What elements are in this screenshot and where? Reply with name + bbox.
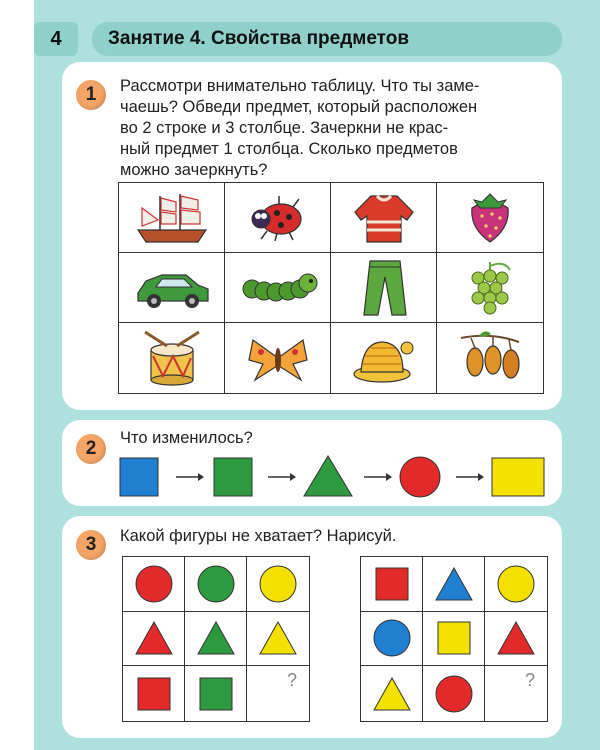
shape-cell [423, 557, 485, 612]
question-mark: ? [286, 670, 297, 691]
right-shapes-grid [360, 556, 548, 722]
task1-number: 1 [76, 80, 106, 110]
objects-table [118, 182, 544, 394]
cell-trousers[interactable] [331, 253, 437, 323]
shape-cell [123, 612, 185, 667]
shape-cell [423, 666, 485, 721]
drum-icon [137, 328, 207, 388]
arrow-icon [456, 473, 484, 481]
blue-triangle [434, 566, 474, 602]
task1-line: Рассмотри внимательно таблицу. Что ты заме- [120, 77, 480, 95]
shape-cell [123, 557, 185, 612]
green-triangle [196, 620, 236, 656]
yellow-triangle [258, 620, 298, 656]
shape-cell [185, 666, 247, 721]
cell-strawberry[interactable] [437, 183, 543, 253]
page-header [34, 22, 562, 58]
shape-cell [361, 557, 423, 612]
missing-shape-cell[interactable] [485, 666, 547, 721]
red-circle [400, 457, 440, 497]
task1-line: во 2 строке и 3 столбце. Зачеркни не крас- [120, 119, 449, 137]
task2-card [62, 420, 562, 506]
cell-ladybug[interactable] [225, 183, 331, 253]
red-circle [134, 564, 174, 604]
cell-grapes[interactable] [437, 253, 543, 323]
blue-circle [372, 618, 412, 658]
shape-cell [485, 612, 547, 667]
cell-ship[interactable] [119, 183, 225, 253]
green-triangle [304, 456, 352, 496]
green-square [198, 676, 234, 712]
task1-card [62, 62, 562, 410]
sweater-icon [349, 190, 419, 246]
yellow-circle [258, 564, 298, 604]
caterpillar-icon [238, 265, 318, 311]
left-shapes-grid [122, 556, 310, 722]
page-number: 4 [34, 22, 78, 56]
plums-icon [455, 328, 525, 388]
arrow-icon [176, 473, 204, 481]
strawberry-icon [462, 190, 518, 246]
task2-text: Что изменилось? [120, 429, 253, 447]
car-icon [132, 263, 212, 313]
shape-cell [423, 612, 485, 667]
task3-number: 3 [76, 530, 106, 560]
grapes-icon [460, 258, 520, 318]
yellow-triangle [372, 676, 412, 712]
cell-drum[interactable] [119, 323, 225, 393]
cell-caterpillar[interactable] [225, 253, 331, 323]
shape-cell [247, 557, 309, 612]
shape-cell [361, 612, 423, 667]
green-square [214, 458, 252, 496]
yellow-rectangle [492, 458, 544, 496]
cell-car[interactable] [119, 253, 225, 323]
task1-line: можно зачеркнуть? [120, 161, 268, 179]
ladybug-icon [243, 193, 313, 243]
yellow-circle [496, 564, 536, 604]
ship-icon [130, 190, 214, 246]
red-square [136, 676, 172, 712]
yellow-square [436, 620, 472, 656]
shape-cell [185, 557, 247, 612]
task2-number: 2 [76, 434, 106, 464]
question-mark: ? [524, 670, 535, 691]
cell-sweater[interactable] [331, 183, 437, 253]
cell-hat[interactable] [331, 323, 437, 393]
arrow-icon [268, 473, 296, 481]
task3-text: Какой фигуры не хватает? Нарисуй. [120, 527, 397, 545]
shape-cell [185, 612, 247, 667]
shape-cell [247, 612, 309, 667]
red-triangle [496, 620, 536, 656]
green-circle [196, 564, 236, 604]
shape-cell [485, 557, 547, 612]
hat-icon [349, 330, 419, 386]
arrow-icon [364, 473, 392, 481]
task1-text [120, 76, 550, 181]
task3-card [62, 516, 562, 738]
red-triangle [134, 620, 174, 656]
sequence-svg [118, 454, 548, 498]
shape-cell [123, 666, 185, 721]
missing-shape-cell[interactable] [247, 666, 309, 721]
shape-sequence [118, 454, 548, 498]
red-circle [434, 674, 474, 714]
trousers-icon [356, 257, 412, 319]
butterfly-icon [243, 330, 313, 386]
cell-butterfly[interactable] [225, 323, 331, 393]
task1-line: ный предмет 1 столбца. Сколько предметов [120, 140, 458, 158]
blue-square [120, 458, 158, 496]
red-square [374, 566, 410, 602]
shape-cell [361, 666, 423, 721]
task1-line: чаешь? Обведи предмет, который расположен [120, 98, 478, 116]
cell-plums[interactable] [437, 323, 543, 393]
lesson-title: Занятие 4. Свойства предметов [92, 22, 562, 56]
